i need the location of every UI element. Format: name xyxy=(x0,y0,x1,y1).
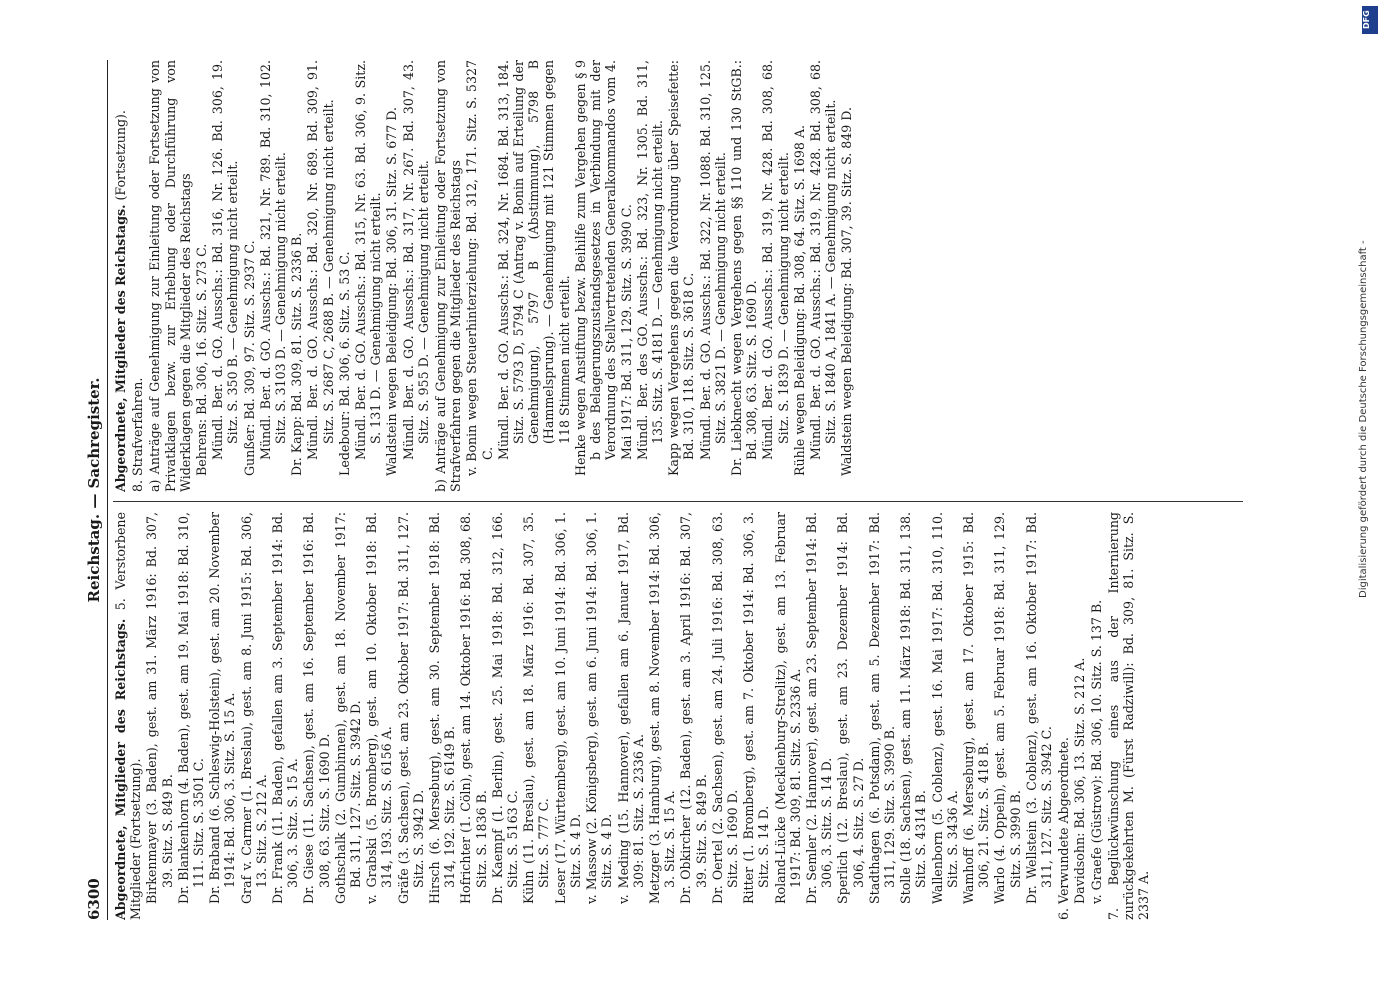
register-entry: Stolle (18. Sachsen), gest. am 11. März 1918: Bd. 311, 138. Sitz. S. 4314 B. xyxy=(898,512,929,904)
register-entry: v. Graefe (Güstrow): Bd. 306, 10. Sitz. S. 137 B. xyxy=(1088,599,1104,904)
right-column xyxy=(113,60,1253,492)
section-heading: 8. Strafverfahren. xyxy=(130,377,146,492)
register-entry: Birkenmayer (3. Baden), gest. am 31. März 1916: Bd. 307, 39. Sitz. S. 849 B. xyxy=(144,512,175,904)
sub-entry: Mündl. Ber. d. GO. Ausschs.: Bd. 321, Nr. 789. Bd. 310, 102. Sitz. S. 3103 D. — Genehmigung nicht erteilt. xyxy=(257,60,289,460)
heading-bold: Abgeordnete, Mitglieder des Reichstags. xyxy=(113,204,128,492)
left-column xyxy=(113,512,1253,920)
heading-text: 5. Verstorbene Mitglieder (Fortsetzung). xyxy=(113,512,144,920)
register-entry: v. Massow (2. Königsberg), gest. am 6. Juni 1914: Bd. 306, 1. Sitz. S. 4 D. xyxy=(584,512,615,904)
register-entry: Waldstein wegen Beleidigung: Bd. 306, 31. Sitz. S. 677 D. xyxy=(384,107,400,476)
register-entry: Davidsohn: Bd. 306, 13. Sitz. S. 212 A. xyxy=(1072,657,1088,904)
register-entry: Ledebour: Bd. 306, 6. Sitz. S. 53 C. xyxy=(336,251,352,476)
register-entry: Stadthagen (6. Potsdam), gest. am 5. Dezember 1917: Bd. 311, 129. Sitz. S. 3990 B. xyxy=(866,512,897,904)
register-entry: Dr. Giese (11. Sachsen), gest. am 16. September 1916: Bd. 308, 63. Sitz. S. 1690 D. xyxy=(301,512,332,904)
register-entry: Gräfe (3. Sachsen), gest. am 23. Oktober 1917: Bd. 311, 127. Sitz. S. 3942 D. xyxy=(395,512,426,904)
register-entry: Dr. Frank (11. Baden), gefallen am 3. September 1914: Bd. 306, 3. Sitz. S. 15 A. xyxy=(270,512,301,904)
column-heading xyxy=(113,60,128,492)
sub-entry: Mündl. Ber. d. GO. Ausschs.: Bd. 316, Nr. 126. Bd. 306, 19. Sitz. S. 350 B. — Genehmigung nicht erteilt. xyxy=(210,60,241,460)
column-divider xyxy=(113,501,1243,502)
sub-entry: Mündl. Ber. d. GO. Ausschs.: Bd. 320, Nr. 689. Bd. 309, 91. Sitz. S. 2687 C, 2688 B. — Genehmigung nicht erteilt. xyxy=(305,60,336,460)
section-heading: b) Anträge auf Genehmigung zur Einleitung oder Fortsetzung von Strafverfahren gegen die Mitglieder des Reichstags xyxy=(433,60,464,492)
register-entry: v. Grabski (5. Bromberg), gest. am 10. Oktober 1918: Bd. 314, 193. Sitz. S. 6156 A. xyxy=(364,512,395,904)
register-entry: Warlo (4. Oppeln), gest. am 5. Februar 1918: Bd. 311, 129. Sitz. S. 3990 B. xyxy=(992,512,1023,904)
register-entry: Hirsch (6. Merseburg), gest. am 30. September 1918: Bd. 314, 192. Sitz. S. 6149 B. xyxy=(427,512,458,904)
heading-text: (Fortsetzung). xyxy=(113,110,128,205)
register-entry: Rühle wegen Beleidigung: Bd. 308, 64. Sitz. S. 1698 A. xyxy=(791,124,807,476)
register-entry: Wamhoff (6. Merseburg), gest. am 17. Oktober 1915: Bd. 306, 21. Sitz. S. 418 B. xyxy=(960,512,992,904)
sub-entry: Mündl. Ber. d. GO. Ausschs.: Bd. 319, Nr. 428. Bd. 308, 68. Sitz. S. 1840 A, 1841 A. — Genehmigung nicht erteilt. xyxy=(807,60,839,460)
sub-entry: Mündl. Ber. d. GO. Ausschs.: Bd. 315, Nr. 63. Bd. 306, 9. Sitz. S. 131 D. — Genehmigung nicht erteilt. xyxy=(353,60,384,460)
column-heading xyxy=(113,512,143,920)
register-entry: Gothschalk (2. Gumbinnen), gest. am 18. November 1917: Bd. 311, 127. Sitz. S. 3942 D. xyxy=(332,512,364,904)
sub-entry: Mündl. Ber. d. GO. Ausschs.: Bd. 324, Nr. 1684. Bd. 313, 184. Sitz. S. 5793 D, 5794 C (Antrag v. Bonin auf Erteilung der Genehmigung), 5797 B (Abstimmung), 5798 B (Hammelsprung). — Genehmigung mit 121 Stimmen gegen 118 Stimmen nicht erteilt. xyxy=(495,60,572,460)
register-entry: Dr. Semler (2. Hannover), gest. am 23. September 1914: Bd. 306, 3. Sitz. S. 14 D. xyxy=(803,512,835,904)
rotated-page xyxy=(83,60,1263,920)
sub-entry: Mündl. Ber. d. GO. Ausschs.: Bd. 317, Nr. 267. Bd. 307, 43. Sitz. S. 955 D. — Genehmigung nicht erteilt. xyxy=(400,60,431,460)
register-entry: Waldstein wegen Beleidigung: Bd. 307, 39. Sitz. S. 849 D. xyxy=(839,107,855,476)
sub-entry: Mündl. Ber. des GO. Ausschs.: Bd. 323, Nr. 1305. Bd. 311, 135. Sitz. S. 4181 D. — Genehmigung nicht erteilt. xyxy=(634,60,665,460)
section-heading: 7. Beglückwünschung eines aus der Internierung zurückgekehrten M. (Fürst Radziwill): Bd. 309, 81. Sitz. S. 2337 A. xyxy=(1105,512,1152,920)
register-entry: Leser (17. Württemberg), gest. am 10. Juni 1914: Bd. 306, 1. Sitz. S. 4 D. xyxy=(552,512,583,904)
sub-entry: Mündl. Ber. d. GO. Ausschs.: Bd. 322, Nr. 1088. Bd. 310, 125. Sitz. S. 3821 D. — Genehmigung nicht erteilt. xyxy=(697,60,728,460)
register-entry: Metzger (3. Hamburg), gest. am 8. November 1914: Bd. 306, 3. Sitz. S. 15 A. xyxy=(646,512,678,904)
register-entry: Behrens: Bd. 306, 16. Sitz. S. 273 C. xyxy=(194,243,210,476)
register-entry: Roland-Lücke (Mecklenburg-Strelitz), gest. am 13. Februar 1917: Bd. 309, 81. Sitz. S. 2336 A. xyxy=(772,512,803,904)
digitization-credit: Digitalisierung gefördert durch die Deutsche Forschungsgemeinschaft - xyxy=(1358,240,1369,598)
register-entry: Kapp wegen Vergehens gegen die Verordnung über Speisefette: Bd. 310, 118. Sitz. S. 3618 C. xyxy=(666,60,697,476)
register-entry: Kühn (11. Breslau), gest. am 18. März 1916: Bd. 307, 35. Sitz. S. 777 C. xyxy=(521,512,552,904)
register-entry: Graf v. Carmer (1. Breslau), gest. am 8. Juni 1915: Bd. 306, 13. Sitz. S. 212 A. xyxy=(238,512,269,904)
register-entry: v. Bonin wegen Steuerhinterziehung: Bd. 312, 171. Sitz. S. 5327 C. xyxy=(464,60,495,476)
register-entry: Ritter (1. Bromberg), gest. am 7. Oktober 1914: Bd. 306, 3. Sitz. S. 14 D. xyxy=(741,512,772,904)
register-entry: Dr. Kapp: Bd. 309, 81. Sitz. S. 2336 B. xyxy=(289,232,305,476)
heading-bold: Abgeordnete, Mitglieder des Reichstags. xyxy=(113,618,128,920)
register-entry: Dr. Liebknecht wegen Vergehens gegen §§ 110 und 130 StGB.: Bd. 308, 63. Sitz. S. 1690 D. xyxy=(728,60,760,476)
register-entry: Dr. Wellstein (3. Coblenz), gest. am 16. Oktober 1917: Bd. 311, 127. Sitz. S. 3942 C. xyxy=(1023,512,1054,904)
register-entry: Hofrichter (1. Cöln), gest. am 14. Oktober 1916: Bd. 308, 68. Sitz. S. 1836 B. xyxy=(458,512,489,904)
section-heading: 6. Verwundete Abgeordnete. xyxy=(1056,737,1072,920)
page-header xyxy=(83,60,108,920)
register-entry: Dr. Obkircher (12. Baden), gest. am 3. April 1916: Bd. 307, 39. Sitz. S. 849 B. xyxy=(678,512,709,904)
register-entry: Gunßer: Bd. 309, 97. Sitz. S. 2937 C. xyxy=(241,240,257,476)
register-entry: Dr. Braband (6. Schleswig-Holstein), gest. am 20. November 1914: Bd. 306, 3. Sitz. S. 15 A. xyxy=(207,512,238,904)
dfg-logo: DFG xyxy=(1362,6,1378,34)
register-entry: v. Meding (15. Hannover), gefallen am 6. Januar 1917, Bd. 309: 81. Sitz. S. 2336 A. xyxy=(615,512,646,904)
register-entry: Sperlich (12. Breslau), gest. am 23. Dezember 1914: Bd. 306, 4. Sitz. S. 27 D. xyxy=(835,512,866,904)
section-heading: a) Anträge auf Genehmigung zur Einleitung oder Fortsetzung von Privatklagen bezw. zur Erhebung oder Durchführung von Widerklagen gegen die Mitglieder des Reichstags xyxy=(147,60,193,492)
running-title: Reichstag. — Sachregister. xyxy=(85,377,103,603)
register-entry: Dr. Oertel (2. Sachsen), gest. am 24. Juli 1916: Bd. 308, 63. Sitz. S. 1690 D. xyxy=(709,512,740,904)
register-entry: Henke wegen Anstiftung bezw. Beihilfe zum Vergehen gegen § 9 b des Belagerungszustandsgesetzes in Verbindung mit der Verordnung des Stellvertretenden Generalkommandos vom 4. Mai 1917: Bd. 311, 129. Sitz. S. 3990 C. xyxy=(572,60,634,476)
register-entry: Dr. Kaempf (1. Berlin), gest. 25. Mai 1918: Bd. 312, 166. Sitz. S. 5163 C. xyxy=(489,512,521,904)
page-number: 6300 xyxy=(85,878,103,920)
sub-entry: Mündl. Ber. d. GO. Ausschs.: Bd. 319, Nr. 428. Bd. 308, 68. Sitz. S. 1839 D. — Genehmigung nicht erteilt. xyxy=(760,60,791,460)
register-entry: Dr. Blankenhorn (4. Baden), gest. am 19. Mai 1918: Bd. 310, 111. Sitz. S. 3501 C. xyxy=(175,512,207,904)
register-entry: Wallenborn (5. Coblenz), gest. 16. Mai 1917: Bd. 310, 110. Sitz. S. 3436 A. xyxy=(929,512,960,904)
